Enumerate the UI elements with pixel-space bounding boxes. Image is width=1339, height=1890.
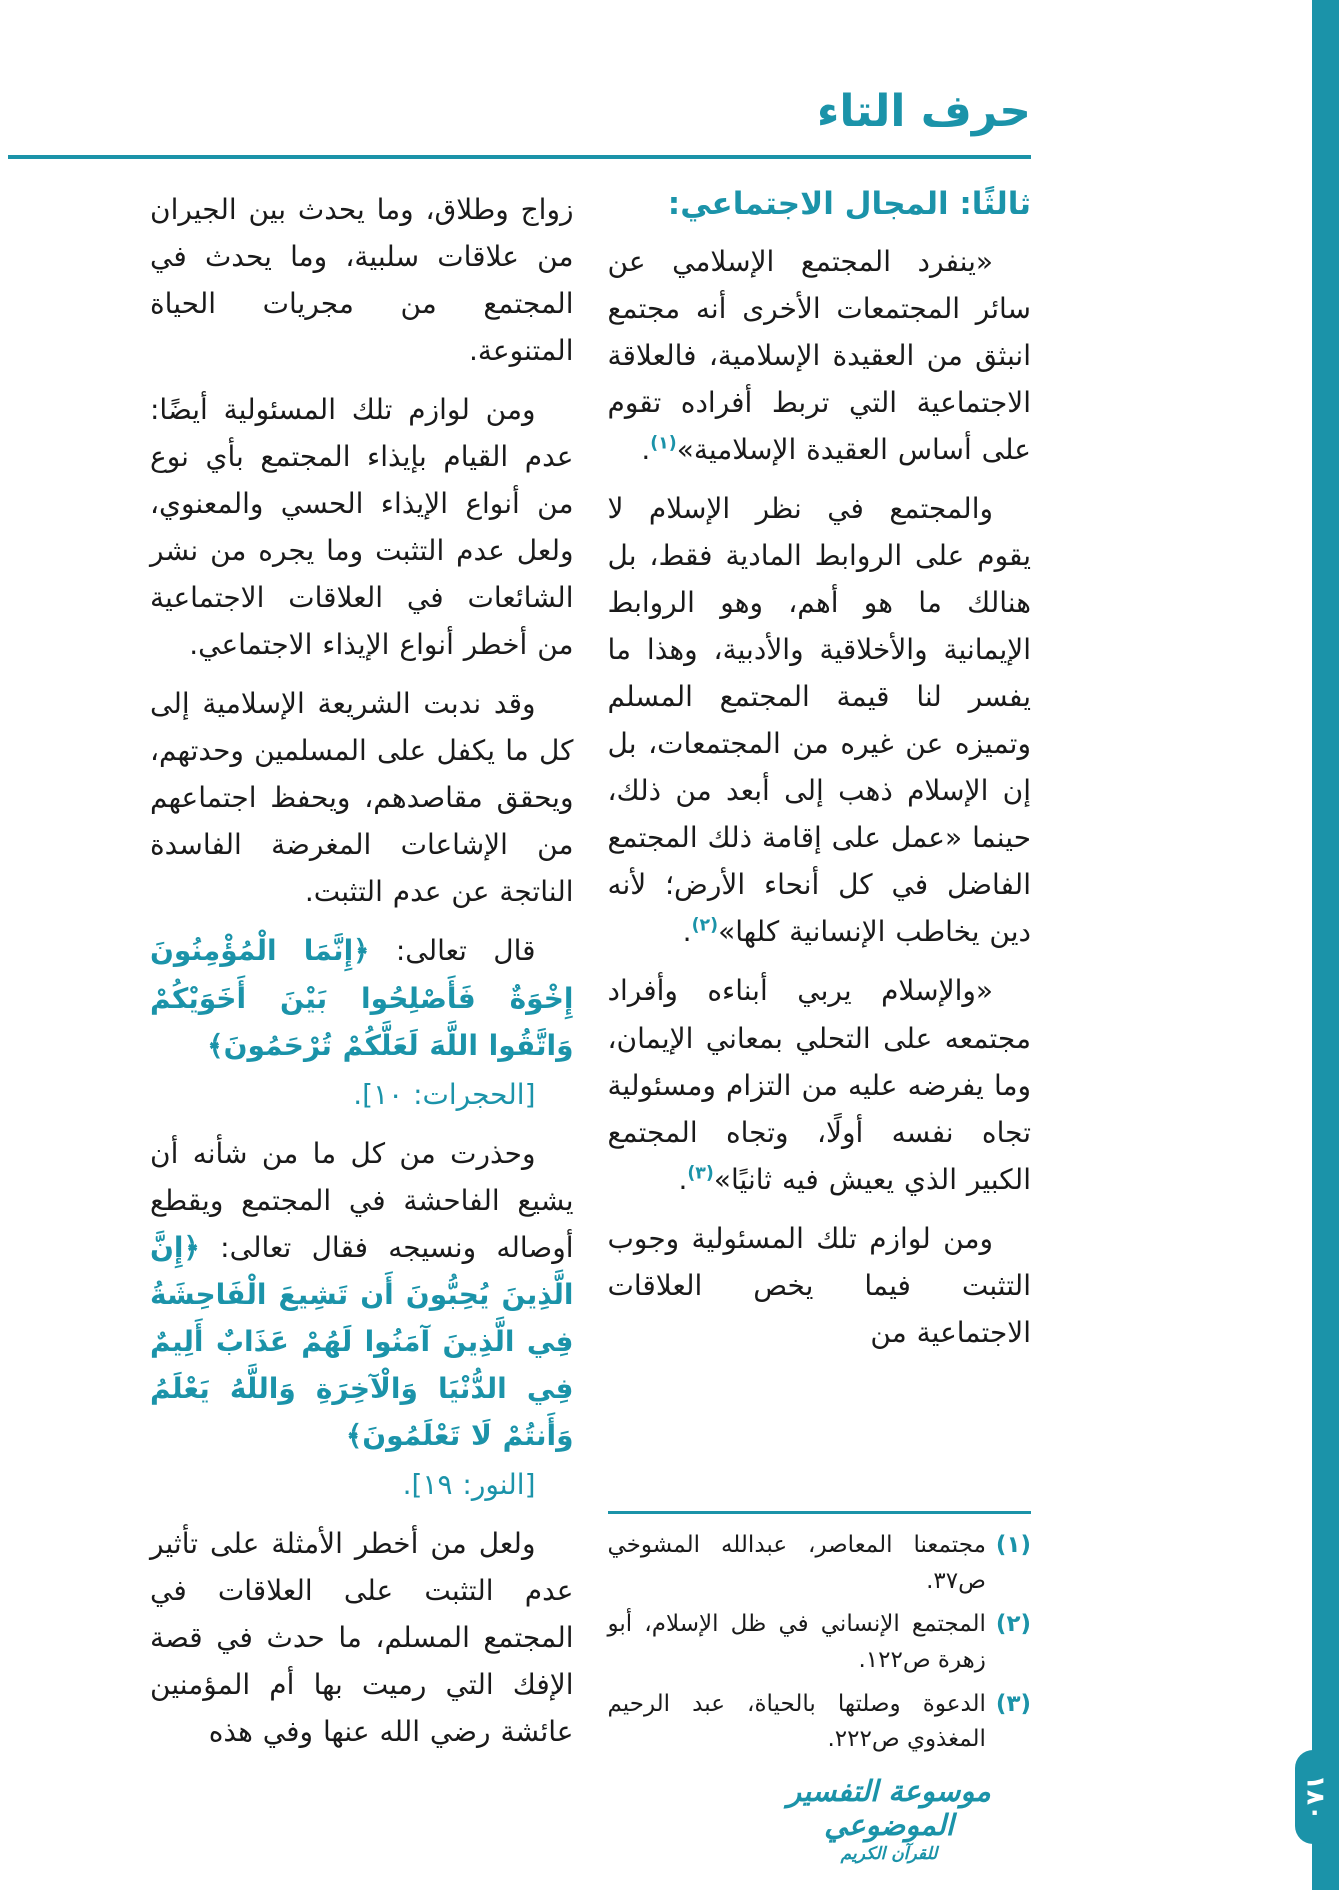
ayah-reference: [الحجرات: ١٠].: [353, 1077, 536, 1111]
paragraph: [608, 967, 1032, 1202]
footnotes-section: [608, 1511, 1032, 1758]
section-heading: ثالثًا: المجال الاجتماعي:: [667, 186, 1031, 222]
footnote-item: [608, 1528, 1032, 1599]
footnote-ref-marker: (١): [650, 433, 677, 454]
paragraph-text: والمجتمع في نظر الإسلام لا يقوم على الروابط المادية فقط، بل هنالك ما هو أهم، وهو الروابط الإيمانية والأخلاقية والأدبية، وهذا ما يفسر لنا قيمة المجتمع المسلم وتميزه عن غيره من المجتمعات، بل إن الإسلام ذهب إلى أبعد من ذلك، حينما «عمل على إقامة ذلك المجتمع الفاضل في كل أنحاء الأرض؛ لأنه دين يخاطب الإنسانية كلها»: [607, 492, 1031, 949]
quran-verse: ﴿إِنَّمَا الْمُؤْمِنُونَ إِخْوَةٌ فَأَصْلِحُوا بَيْنَ أَخَوَيْكُمْ وَاتَّقُوا اللَّهَ لَعَلَّكُمْ تُرْحَمُونَ﴾: [150, 934, 574, 1062]
publisher-logo-subtitle: للقرآن الكريم: [840, 1844, 938, 1864]
paragraph-text: زواج وطلاق، وما يحدث بين الجيران من علاقات سلبية، وما يحدث في المجتمع من مجريات الحياة المتنوعة.: [150, 193, 574, 368]
paragraph: [150, 680, 574, 915]
footnote-item: [608, 1687, 1032, 1758]
paragraph-text: وقد ندبت الشريعة الإسلامية إلى كل ما يكفل على المسلمين وحدتهم، ويحقق مقاصدهم، ويحفظ اجتماعهم من الإشاعات المغرضة الفاسدة الناتجة عن عدم التثبت.: [150, 687, 574, 909]
paragraph-tail: .: [678, 1162, 688, 1196]
footnote-text: المجتمع الإنساني في ظل الإسلام، أبو زهرة ص١٢٢.: [607, 1611, 986, 1674]
side-strip: [1312, 0, 1339, 1890]
paragraph-text: ومن لوازم تلك المسئولية أيضًا: عدم القيام بإيذاء المجتمع بأي نوع من أنواع الإيذاء الحسي والمعنوي، ولعل عدم التثبت وما يجره من نشر الشائعات في العلاقات الاجتماعية من أخطر أنواع الإيذاء الاجتماعي.: [150, 393, 574, 662]
ayah-reference: [النور: ١٩].: [402, 1467, 536, 1501]
paragraph-text: ولعل من أخطر الأمثلة على تأثير عدم التثبت على العلاقات في المجتمع المسلم، ما حدث في قصة الإفك التي رميت بها أم المؤمنين عائشة رضي الله عنها وفي هذه: [150, 1526, 574, 1748]
footnote-number: (٣): [995, 1690, 1031, 1717]
quran-verse: ﴿إِنَّ الَّذِينَ يُحِبُّونَ أَن تَشِيعَ الْفَاحِشَةُ فِي الَّذِينَ آمَنُوا لَهُمْ عَذَابٌ أَلِيمٌ فِي الدُّنْيَا وَالْآخِرَةِ وَاللَّهُ يَعْلَمُ وَأَنتُمْ لَا تَعْلَمُونَ﴾: [150, 1230, 574, 1452]
footnote-ref-marker: (٣): [687, 1163, 714, 1184]
footnote-number: (٢): [995, 1611, 1031, 1638]
paragraph: [608, 238, 1032, 473]
content-columns: [150, 186, 1031, 1758]
column-left: [150, 186, 574, 1767]
chapter-title: حرف التاء: [816, 86, 1031, 137]
header-rule: [8, 155, 1031, 159]
footnote-number: (١): [995, 1532, 1031, 1559]
footnote-item: [608, 1607, 1032, 1678]
chapter-header: [40, 86, 1031, 137]
footnote-text: الدعوة وصلتها بالحياة، عبد الرحيم المغذوي ص٢٢٢.: [607, 1690, 986, 1753]
column-right: [608, 186, 1032, 1758]
paragraph-text: «والإسلام يربي أبناءه وأفراد مجتمعه على التحلي بمعاني الإيمان، وما يفرضه عليه من التزام ومسئولية تجاه نفسه أولًا، وتجاه المجتمع الكبير الذي يعيش فيه ثانيًا»: [607, 974, 1031, 1196]
page-number: ١٨٠: [1301, 1774, 1330, 1820]
paragraph-tail: .: [682, 915, 692, 949]
paragraph-text: وحذرت من كل ما من شأنه أن يشيع الفاحشة في المجتمع ويقطع أوصاله ونسيجه فقال تعالى:: [150, 1136, 574, 1264]
paragraph: [150, 1520, 574, 1755]
footnote-ref-marker: (٢): [691, 916, 719, 937]
paragraph: [150, 186, 574, 374]
page-number-badge: [1295, 1750, 1336, 1844]
paragraph: [608, 1215, 1032, 1356]
publisher-logo: [759, 1774, 1019, 1864]
paragraph: [608, 485, 1032, 955]
paragraph-text: «ينفرد المجتمع الإسلامي عن سائر المجتمعات الأخرى أنه مجتمع انبثق من العقيدة الإسلامية، فالعلاقة الاجتماعية التي تربط أفراده تقوم على أساس العقيدة الإسلامية»: [607, 245, 1031, 467]
paragraph: [150, 1130, 574, 1508]
paragraph-tail: .: [641, 433, 651, 467]
publisher-logo-title: موسوعة التفسير الموضوعي: [787, 1774, 991, 1842]
paragraph-text: ومن لوازم تلك المسئولية وجوب التثبت فيما يخص العلاقات الاجتماعية من: [607, 1221, 1031, 1349]
paragraph: [150, 386, 574, 668]
footnote-text: مجتمعنا المعاصر، عبدالله المشوخي ص٣٧.: [607, 1532, 986, 1594]
paragraph-text: قال تعالى:: [369, 934, 536, 968]
paragraph: [150, 927, 574, 1117]
